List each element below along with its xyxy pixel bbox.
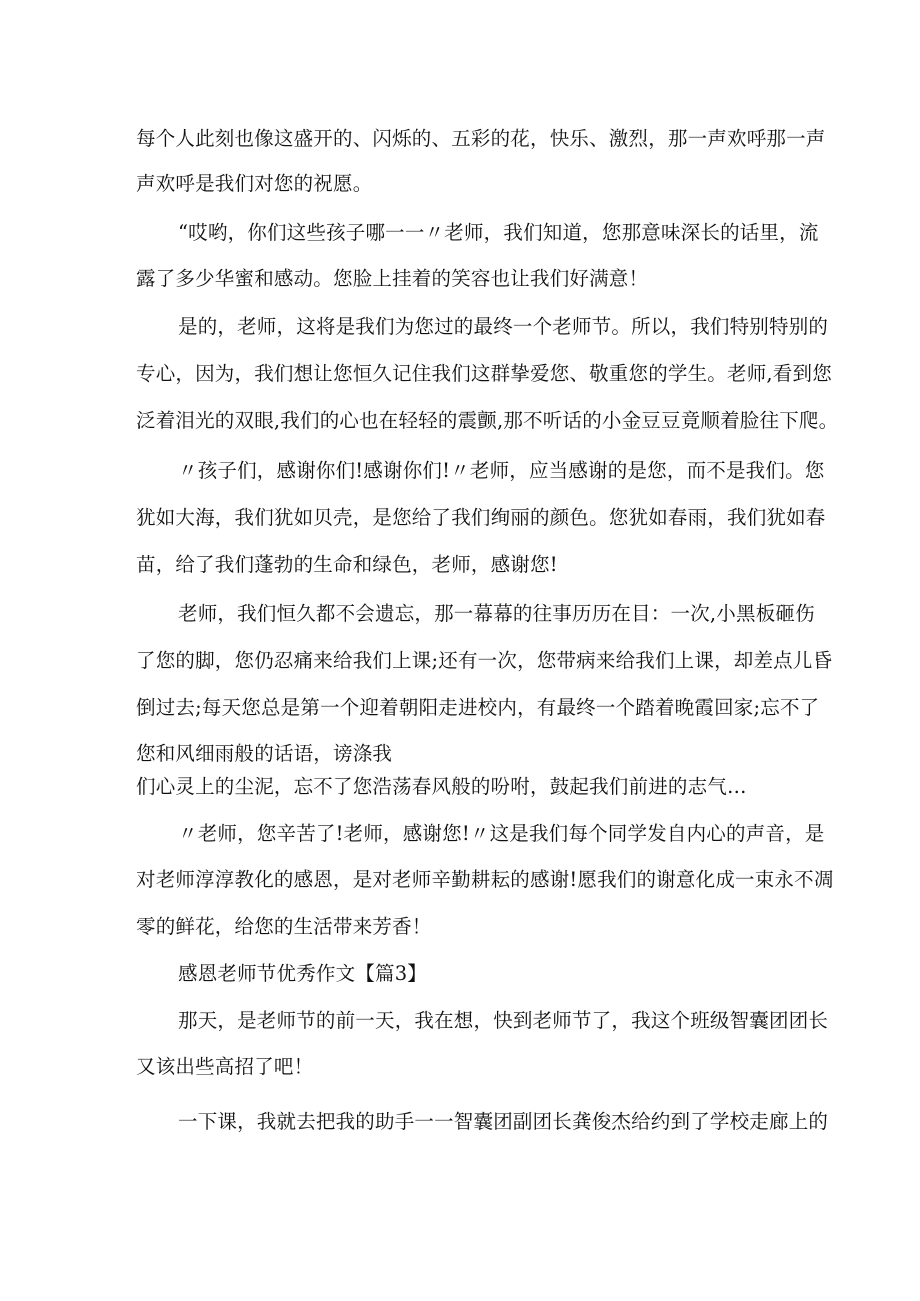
text-line: 〃孩子们，感谢你们!感谢你们!〃老师，应当感谢的是您，而不是我们。您 [178, 459, 825, 482]
text-line: 泛着泪光的双眼,我们的心也在轻轻的震颤,那不听话的小金豆豆竟顺着脸往下爬。 [136, 409, 839, 432]
text-line: 对老师淳淳教化的感恩，是对老师辛勤耕耘的感谢!愿我们的谢意化成一束永不凋 [136, 868, 834, 891]
text-line: 苗，给了我们蓬勃的生命和绿色，老师，感谢您! [136, 553, 558, 576]
text-line: “哎哟，你们这些孩子哪一一〃老师，我们知道，您那意味深长的话里，流 [178, 221, 819, 244]
text-line: 倒过去;每天您总是第一个迎着朝阳走进校内，有最终一个踏着晚霞回家;忘不了 [136, 696, 820, 719]
text-line: 专心，因为，我们想让您恒久记住我们这群挚爱您、敬重您的学生。老师,看到您 [136, 362, 832, 385]
text-line: 露了多少华蜜和感动。您脸上挂着的笑容也让我们好满意！ [136, 267, 649, 290]
text-line: 是的，老师，这将是我们为您过的最终一个老师节。所以，我们特别特别的 [178, 315, 829, 338]
text-line: 又该出些高招了吧！ [136, 1055, 314, 1078]
text-line: 声欢呼是我们对您的祝愿。 [136, 172, 373, 195]
text-line: 一下课，我就去把我的助手一一智囊团副团长龚俊杰给约到了学校走廊上的 [178, 1110, 829, 1133]
text-line: 每个人此刻也像这盛开的、闪烁的、五彩的花，快乐、激烈，那一声欢呼那一声 [136, 127, 826, 150]
text-line: 老师，我们恒久都不会遗忘，那一幕幕的往事历历在目：一次,小黑板砸伤 [178, 602, 815, 625]
text-line: 犹如大海，我们犹如贝壳，是您给了我们绚丽的颜色。您犹如春雨，我们犹如春 [136, 506, 826, 529]
text-line: 您和风细雨般的话语，谤涤我 [136, 742, 393, 765]
text-line: 零的鲜花，给您的生活带来芳香！ [136, 915, 432, 938]
text-line: 那天，是老师节的前一天，我在想，快到老师节了，我这个班级智囊团团长 [178, 1009, 829, 1032]
text-line: 了您的脚，您仍忍痛来给我们上课;还有一次，您带病来给我们上课，却差点儿昏 [136, 649, 833, 672]
text-line: 们心灵上的尘泥，忘不了您浩荡春风般的吩咐，鼓起我们前进的志气… [136, 775, 747, 798]
text-line: 〃老师，您辛苦了!老师，感谢您!〃这是我们每个同学发自内心的声音，是 [178, 822, 825, 845]
section-heading: 感恩老师节优秀作文【篇3】 [178, 962, 428, 985]
